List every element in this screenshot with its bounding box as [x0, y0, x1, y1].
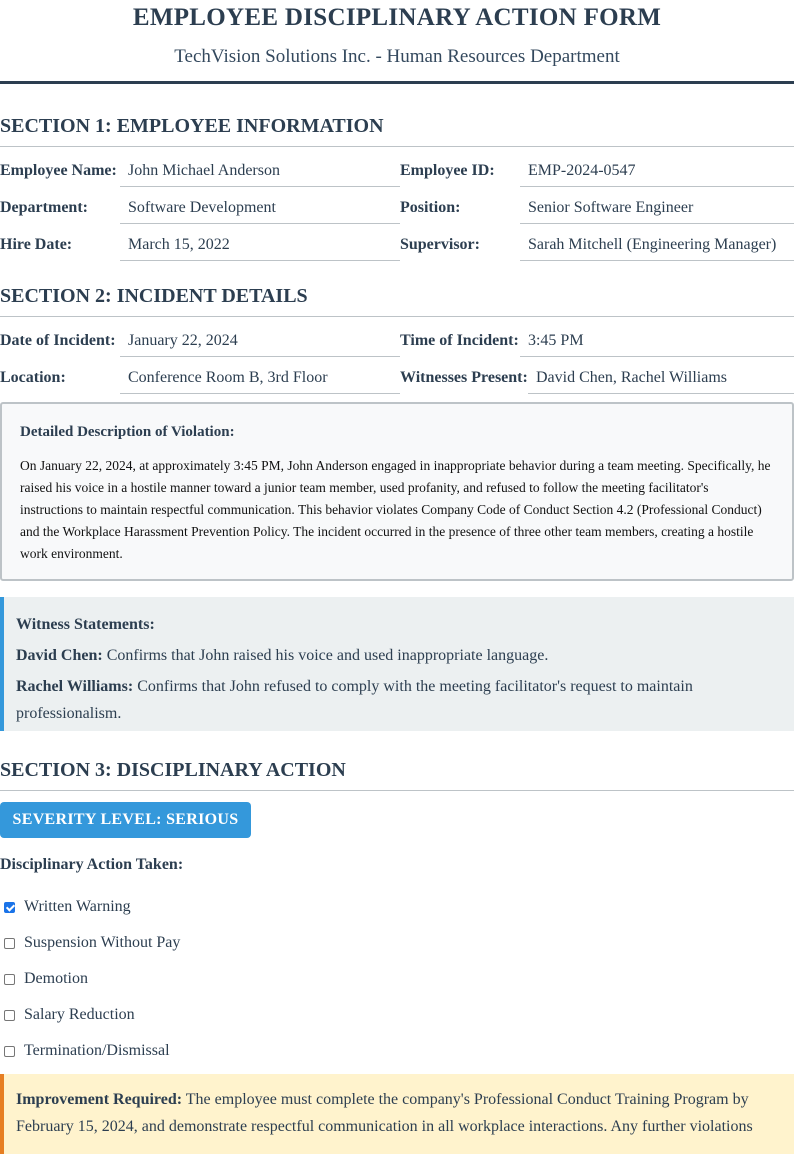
supervisor-label: Supervisor:	[399, 236, 480, 253]
demotion-label: Demotion	[24, 970, 88, 987]
disciplinary-action-label: Disciplinary Action Taken:	[0, 856, 184, 873]
section1-title: SECTION 1: EMPLOYEE INFORMATION	[0, 114, 794, 147]
section-disciplinary-action	[0, 758, 794, 791]
employee-info-grid	[0, 158, 794, 269]
section-incident-details	[0, 284, 794, 317]
form-title: EMPLOYEE DISCIPLINARY ACTION FORM	[132, 4, 662, 31]
section-employee-info	[0, 114, 794, 147]
action-option-suspension[interactable]	[0, 925, 180, 961]
demotion-checkbox[interactable]	[4, 974, 15, 985]
witnesses-label: Witnesses Present:	[399, 369, 528, 386]
witness-statement-text: Confirms that John refused to comply with the meeting facilitator's request to maintain professionalism.	[16, 678, 693, 722]
written-warning-checkbox[interactable]	[4, 902, 15, 913]
salary-reduction-label: Salary Reduction	[24, 1006, 135, 1023]
incident-time-field[interactable]: 3:45 PM	[520, 328, 794, 357]
supervisor-field[interactable]: Sarah Mitchell (Engineering Manager)	[520, 232, 794, 261]
incident-info-grid	[0, 328, 794, 402]
witness-statement	[16, 673, 782, 727]
action-option-termination[interactable]	[0, 1033, 180, 1069]
location-label: Location:	[0, 369, 66, 386]
department-label: Department:	[0, 199, 88, 216]
severity-badge: SEVERITY LEVEL: SERIOUS	[0, 802, 251, 838]
violation-description-text[interactable]: On January 22, 2024, at approximately 3:45 PM, John Anderson engaged in inappropriate behavior during a team meeting. Specifically, he raised his voice in a hostile manner toward a junior team member, used profanity, and refused to follow the meeting facilitator's instructions to maintain respectful communication. This behavior violates Company Code of Conduct Section 4.2 (Professional Conduct) and the Workplace Harassment Prevention Policy. The incident occurred in the presence of three other team members, creating a hostile work environment.	[20, 458, 771, 561]
improvement-required-box	[0, 1074, 794, 1154]
termination-checkbox[interactable]	[4, 1046, 15, 1057]
violation-description-box[interactable]	[0, 402, 794, 581]
improvement-label: Improvement Required:	[16, 1091, 183, 1108]
witness-name: David Chen:	[16, 647, 103, 664]
position-field[interactable]: Senior Software Engineer	[520, 195, 794, 224]
incident-time-label: Time of Incident:	[399, 332, 519, 349]
action-option-salary-reduction[interactable]	[0, 997, 180, 1033]
disciplinary-action-options	[0, 889, 180, 1069]
witness-statements-box	[0, 597, 794, 731]
incident-date-field[interactable]: January 22, 2024	[120, 328, 400, 357]
violation-description-title: Detailed Description of Violation:	[20, 424, 235, 440]
action-option-demotion[interactable]	[0, 961, 180, 997]
department-field[interactable]: Software Development	[120, 195, 400, 224]
written-warning-label: Written Warning	[24, 898, 131, 915]
improvement-text: The employee must complete the company's Professional Conduct Training Program by February 15, 2024, and demonstrate respectful communication in all workplace interactions. Any further violations	[16, 1091, 753, 1135]
hire-date-field[interactable]: March 15, 2022	[120, 232, 400, 261]
section3-title: SECTION 3: DISCIPLINARY ACTION	[0, 758, 794, 791]
section2-title: SECTION 2: INCIDENT DETAILS	[0, 284, 794, 317]
witness-statement-text: Confirms that John raised his voice and used inappropriate language.	[106, 647, 549, 664]
position-label: Position:	[399, 199, 461, 216]
witness-statements-title: Witness Statements:	[16, 616, 155, 633]
suspension-checkbox[interactable]	[4, 938, 15, 949]
form-subtitle: TechVision Solutions Inc. - Human Resources Department	[174, 46, 620, 67]
form-header	[0, 0, 794, 84]
witnesses-field[interactable]: David Chen, Rachel Williams	[528, 365, 794, 394]
termination-label: Termination/Dismissal	[24, 1042, 170, 1059]
witness-name: Rachel Williams:	[16, 678, 134, 695]
location-field[interactable]: Conference Room B, 3rd Floor	[120, 365, 400, 394]
salary-reduction-checkbox[interactable]	[4, 1010, 15, 1021]
incident-date-label: Date of Incident:	[0, 332, 116, 349]
employee-name-field[interactable]: John Michael Anderson	[120, 158, 400, 187]
employee-id-label: Employee ID:	[399, 162, 495, 179]
action-option-written-warning[interactable]	[0, 889, 180, 925]
hire-date-label: Hire Date:	[0, 236, 73, 253]
witness-statement	[16, 642, 782, 669]
employee-id-field[interactable]: EMP-2024-0547	[520, 158, 794, 187]
suspension-label: Suspension Without Pay	[24, 934, 181, 951]
employee-name-label: Employee Name:	[0, 162, 117, 179]
